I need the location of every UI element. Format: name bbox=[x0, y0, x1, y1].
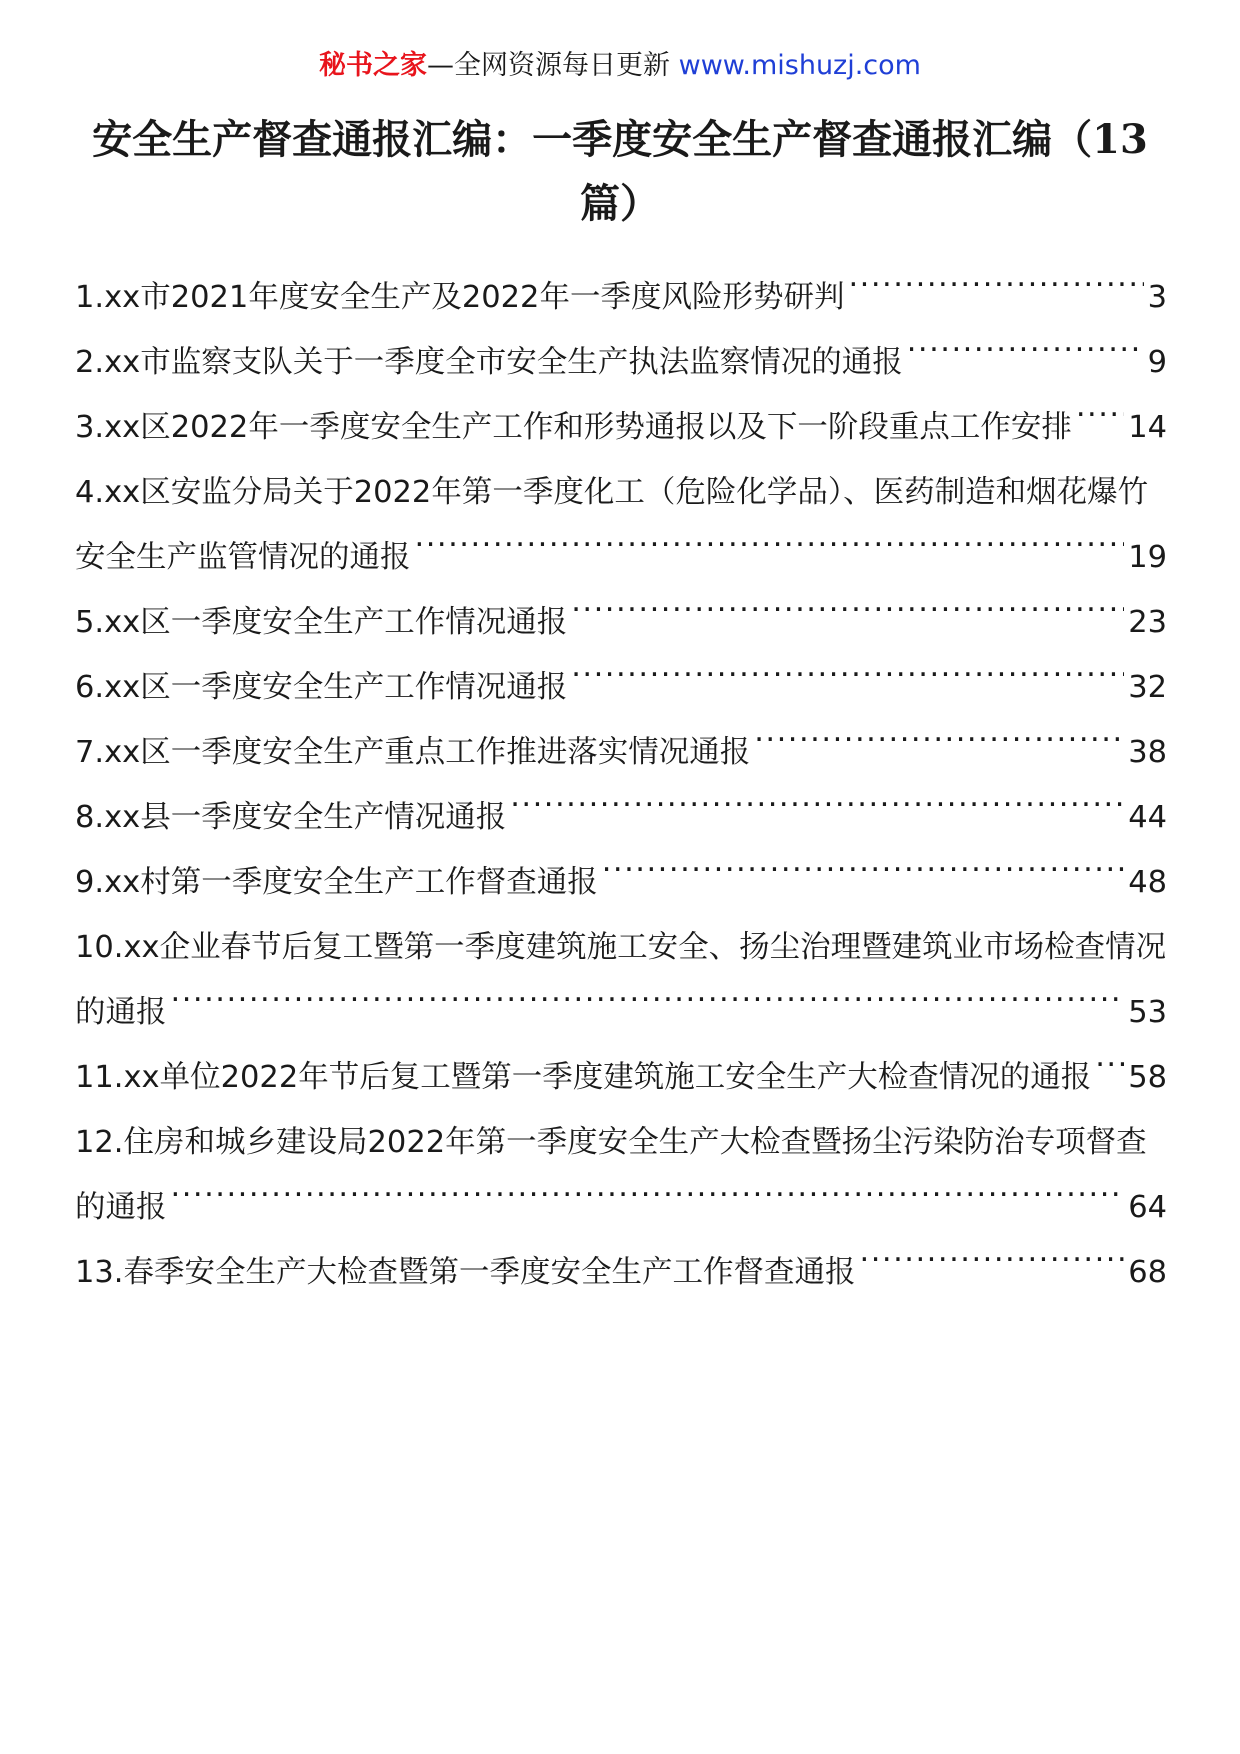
toc-entry-title: 10.xx企业春节后复工暨第一季度建筑施工安全、扬尘治理暨建筑业市场检查情况的通报 bbox=[75, 930, 1167, 1030]
document-title: 安全生产督查通报汇编：一季度安全生产督查通报汇编（13篇） bbox=[92, 116, 1148, 227]
toc-entry-title: 11.xx单位2022年节后复工暨第一季度建筑施工安全生产大检查情况的通报 bbox=[75, 1060, 1092, 1095]
toc-entry[interactable] bbox=[75, 265, 1167, 330]
toc-entry-page: 32 bbox=[1124, 655, 1167, 720]
toc-entry[interactable] bbox=[75, 1110, 1167, 1240]
toc-entry-title: 3.xx区2022年一季度安全生产工作和形势通报以及下一阶段重点工作安排 bbox=[75, 410, 1072, 445]
site-url-link[interactable]: www.mishuzj.com bbox=[678, 50, 921, 81]
toc-entry-page: 48 bbox=[1124, 850, 1167, 915]
site-header bbox=[0, 44, 1240, 88]
toc-entry-title: 7.xx区一季度安全生产重点工作推进落实情况通报 bbox=[75, 735, 751, 770]
toc-entry-title: 1.xx市2021年度安全生产及2022年一季度风险形势研判 bbox=[75, 280, 845, 315]
toc-entry-page: 53 bbox=[1124, 980, 1167, 1045]
toc-entry-title: 13.春季安全生产大检查暨第一季度安全生产工作督查通报 bbox=[75, 1255, 856, 1290]
toc-entry[interactable] bbox=[75, 655, 1167, 720]
toc-entry-title: 4.xx区安监分局关于2022年第一季度化工（危险化学品）、医药制造和烟花爆竹安全生产监管情况的通报 bbox=[75, 475, 1149, 575]
toc-entry-page: 68 bbox=[1124, 1240, 1167, 1305]
toc-entry-title: 8.xx县一季度安全生产情况通报 bbox=[75, 800, 507, 835]
toc-entry[interactable] bbox=[75, 590, 1167, 655]
toc-entry[interactable] bbox=[75, 785, 1167, 850]
toc-entry-page: 23 bbox=[1124, 590, 1167, 655]
table-of-contents bbox=[75, 265, 1167, 1305]
toc-entry[interactable] bbox=[75, 915, 1167, 1045]
toc-entry-title: 9.xx村第一季度安全生产工作督查通报 bbox=[75, 865, 598, 900]
toc-entry-page: 19 bbox=[1124, 525, 1167, 590]
toc-entry[interactable] bbox=[75, 460, 1167, 590]
toc-entry[interactable] bbox=[75, 330, 1167, 395]
toc-entry[interactable] bbox=[75, 1045, 1167, 1110]
brand-name: 秘书之家 bbox=[319, 50, 428, 81]
toc-entry-page: 14 bbox=[1124, 395, 1167, 460]
toc-entry[interactable] bbox=[75, 720, 1167, 785]
toc-entry-page: 38 bbox=[1124, 720, 1167, 785]
toc-entry-page: 58 bbox=[1124, 1045, 1167, 1110]
toc-entry[interactable] bbox=[75, 1240, 1167, 1305]
toc-entry-page: 44 bbox=[1124, 785, 1167, 850]
toc-entry-title: 6.xx区一季度安全生产工作情况通报 bbox=[75, 670, 568, 705]
site-slogan: —全网资源每日更新 bbox=[427, 50, 671, 81]
toc-entry-page: 64 bbox=[1124, 1175, 1167, 1240]
toc-entry-page: 9 bbox=[1144, 330, 1167, 395]
toc-entry[interactable] bbox=[75, 395, 1167, 460]
toc-entry-page: 3 bbox=[1144, 265, 1167, 330]
toc-entry-title: 12.住房和城乡建设局2022年第一季度安全生产大检查暨扬尘污染防治专项督查的通报 bbox=[75, 1125, 1147, 1225]
toc-entry[interactable] bbox=[75, 850, 1167, 915]
toc-entry-title: 5.xx区一季度安全生产工作情况通报 bbox=[75, 605, 568, 640]
toc-entry-title: 2.xx市监察支队关于一季度全市安全生产执法监察情况的通报 bbox=[75, 345, 903, 380]
